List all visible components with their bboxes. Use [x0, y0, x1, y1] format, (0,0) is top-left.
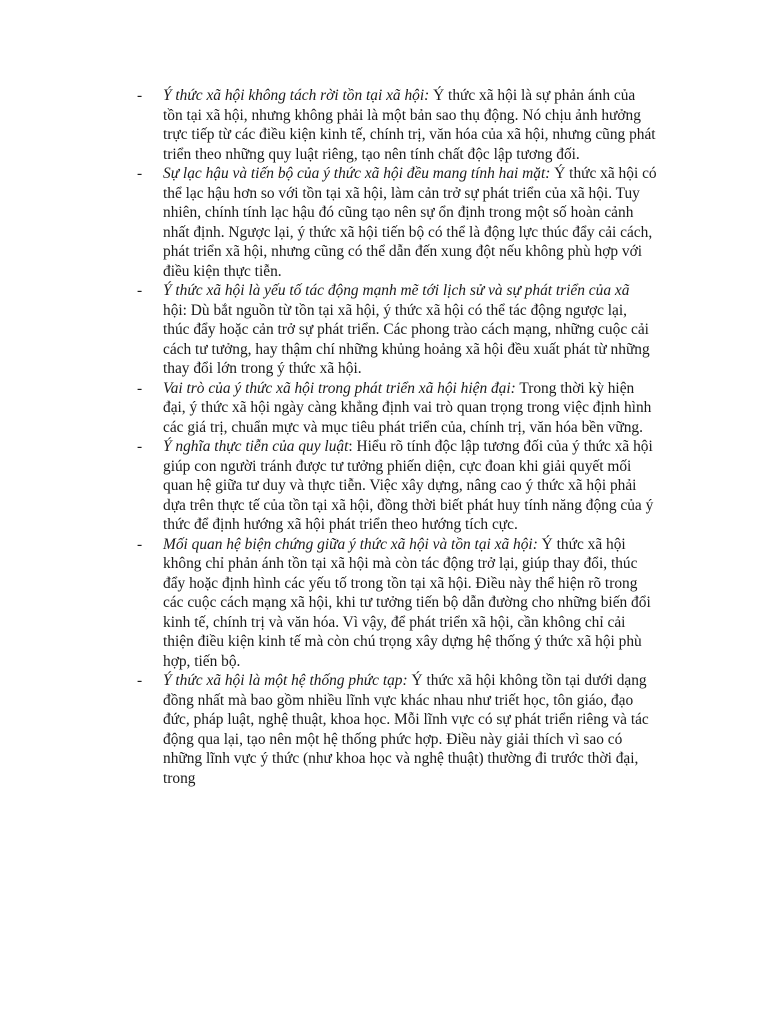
dash-bullet-icon: - — [137, 672, 143, 689]
item-heading: Ý thức xã hội không tách rời tồn tại xã hội: — [163, 87, 430, 104]
item-text: hội: Dù bắt nguồn từ tồn tại xã hội, ý thức xã hội có thể tác động ngược lại, thúc đẩy hoặc cản trở sự phát triển. Các phong trào cách mạng, những cuộc cải cách tư tưởng, hay thậm chí những khủng hoảng xã hội đều xuất phát từ những thay đổi lớn trong ý thức xã hội. — [163, 301, 650, 377]
list-item — [137, 86, 657, 164]
item-text: Ý thức xã hội là sự phản ánh của tồn tại xã hội, nhưng không phải là một bản sao thụ động. Nó chịu ảnh hưởng trực tiếp từ các điều kiện kinh tế, chính trị, văn hóa của xã hội, nhưng cũng phát triển theo những quy luật riêng, tạo nên tính chất độc lập tương đối. — [163, 87, 656, 163]
dash-bullet-icon: - — [137, 87, 143, 104]
item-heading: Mối quan hệ biện chứng giữa ý thức xã hội và tồn tại xã hội: — [163, 535, 538, 553]
list-item — [137, 281, 657, 379]
item-text: Ý thức xã hội không tồn tại dưới dạng đồng nhất mà bao gồm nhiều lĩnh vực khác nhau như triết học, tôn giáo, đạo đức, pháp luật, nghệ thuật, khoa học. Mỗi lĩnh vực có sự phát triển riêng và tác động qua lại, tạo nên một hệ thống phức hợp. Điều này giải thích vì sao có những lĩnh vực ý thức (như khoa học và nghệ thuật) thường đi trước thời đại, trong — [163, 672, 649, 787]
item-text: : Hiểu rõ tính độc lập tương đối của ý thức xã hội giúp con người tránh được tư tưởng phiến diện, cực đoan khi giải quyết mối quan hệ giữa tư duy và thực tiễn. Việc xây dựng, nâng cao ý thức xã hội phải dựa trên thực tế của tồn tại xã hội, đồng thời biết phát huy tính năng động của ý thức để định hướng xã hội phát triển theo hướng tích cực. — [163, 438, 654, 533]
item-text: Ý thức xã hội có thể lạc hậu hơn so với tồn tại xã hội, làm cản trở sự phát triển của xã hội. Tuy nhiên, chính tính lạc hậu đó cũng tạo nên sự ổn định trong một số hoàn cảnh nhất định. Ngược lại, ý thức xã hội tiến bộ có thể là động lực thúc đẩy cải cách, phát triển xã hội, nhưng cũng có thể dẫn đến xung đột nếu không phù hợp với điều kiện thực tiễn. — [163, 165, 657, 280]
list-item — [137, 437, 657, 535]
item-heading: Ý thức xã hội là một hệ thống phức tạp: — [163, 672, 408, 689]
item-heading: Ý thức xã hội là yếu tố tác động mạnh mẽ tới lịch sử và sự phát triển của xã — [163, 282, 630, 299]
list-item — [137, 535, 657, 672]
dash-bullet-icon: - — [137, 379, 143, 397]
list-item — [137, 671, 657, 788]
item-text: Trong thời kỳ hiện đại, ý thức xã hội ngày càng khẳng định vai trò quan trọng trong việc định hình các giá trị, chuẩn mực và mục tiêu phát triển của, chính trị, văn hóa bền vững. — [163, 379, 652, 436]
item-text: Ý thức xã hội không chỉ phản ánh tồn tại xã hội mà còn tác động trở lại, giúp thay đổi, thúc đẩy hoặc định hình các yếu tố trong tồn tại xã hội. Điều này thể hiện rõ trong các cuộc cách mạng xã hội, khi tư tưởng tiến bộ dẫn đường cho những biến đổi kinh tế, chính trị và văn hóa. Vì vậy, để phát triển xã hội, cần không chỉ cải thiện điều kiện kinh tế mà còn chú trọng xây dựng hệ thống ý thức xã hội phù hợp, tiến bộ. — [163, 535, 651, 670]
list-item — [137, 164, 657, 281]
dash-bullet-icon: - — [137, 282, 143, 299]
list-item — [137, 379, 657, 438]
bullet-list — [137, 86, 657, 788]
dash-bullet-icon: - — [137, 165, 143, 182]
item-heading: Sự lạc hậu và tiến bộ của ý thức xã hội đều mang tính hai mặt: — [163, 165, 551, 182]
item-heading: Vai trò của ý thức xã hội trong phát triển xã hội hiện đại: — [163, 379, 516, 397]
dash-bullet-icon: - — [137, 535, 143, 553]
item-heading: Ý nghĩa thực tiễn của quy luật — [163, 438, 349, 455]
dash-bullet-icon: - — [137, 438, 143, 455]
